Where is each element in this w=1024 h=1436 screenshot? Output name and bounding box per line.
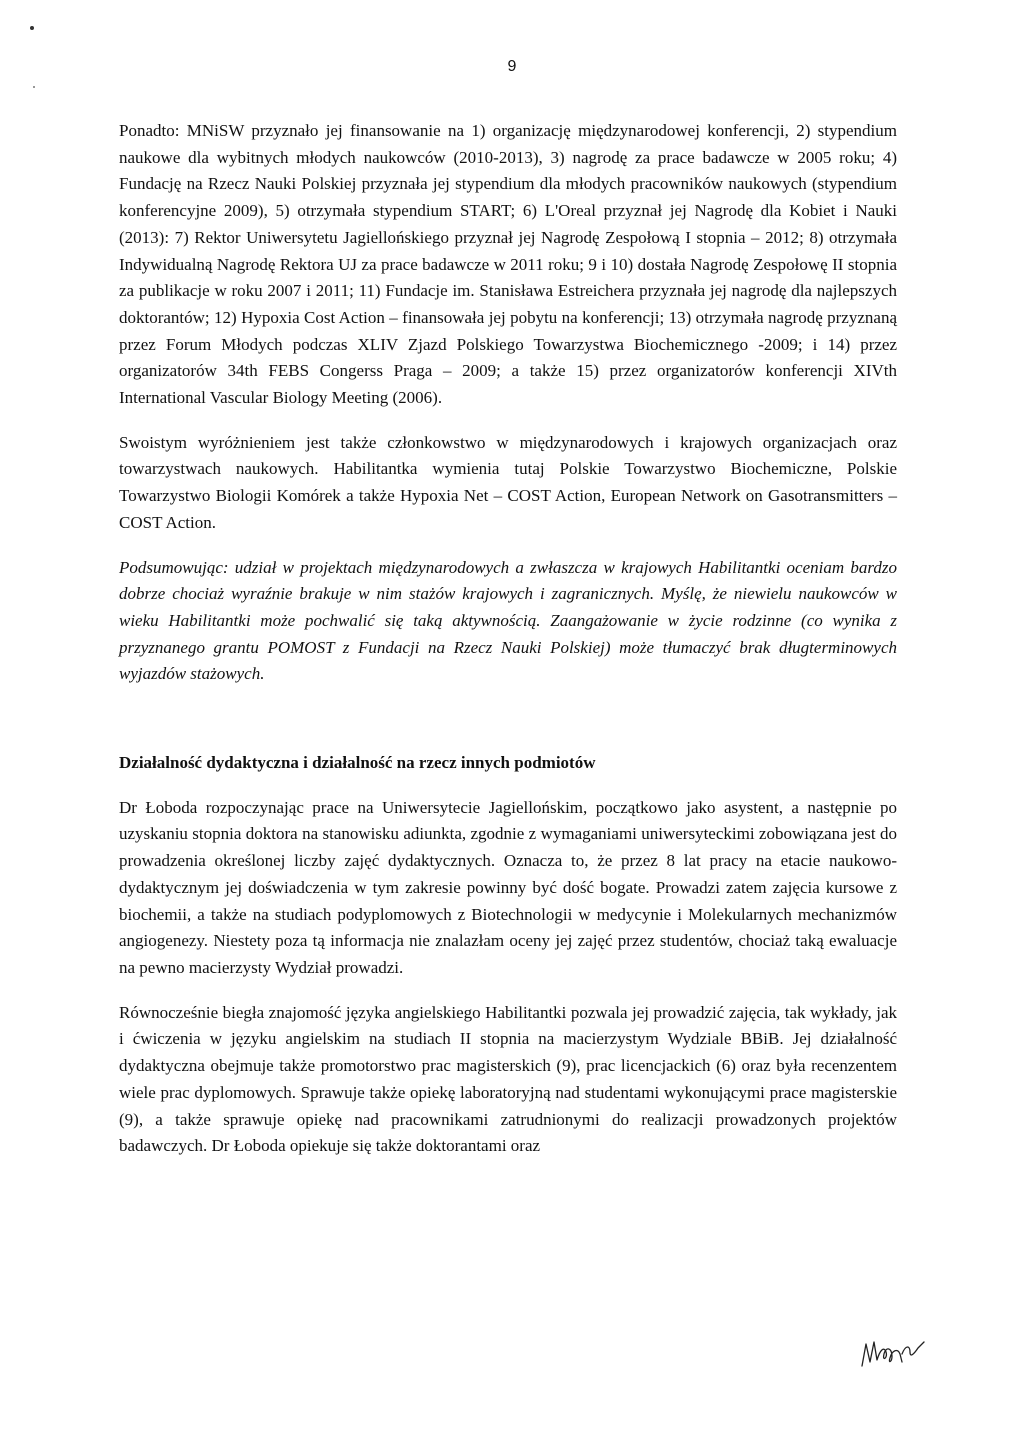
document-body	[119, 118, 897, 1160]
page-number: 9	[507, 58, 517, 75]
paragraph-gap	[119, 537, 897, 555]
paragraph-teaching: Dr Łoboda rozpoczynając prace na Uniwersytecie Jagiellońskim, początkowo jako asystent, a następnie po uzyskaniu stopnia doktora na stanowisku adiunkta, zgodnie z wymaganiami uniwersyteckimi zobowiązana jest do prowadzenia określonej liczby zajęć dydaktycznych. Oznacza to, że przez 8 lat pracy na etacie naukowo-dydaktycznym jej doświadczenia w tym zakresie powinny być dość bogate. Prowadzi zatem zajęcia kursowe z biochemii, a także na studiach podyplomowych z Biotechnologii w medycynie i Molekularnych mechanizmów angiogenezy. Niestety poza tą informacja nie znalazłam oceny jej zajęć przez studentów, chociaż taką ewaluacje na pewno macierzysty Wydział prowadzi.	[119, 797, 897, 977]
scan-artifact-dot-small	[33, 86, 35, 88]
paragraph-memberships: Swoistym wyróżnieniem jest także członkowstwo w międzynarodowych i krajowych organizacjach oraz towarzystwach naukowych. Habilitantka wymienia tutaj Polskie Towarzystwo Biochemiczne, Polskie Towarzystwo Biologii Komórek a także Hypoxia Net – COST Action, European Network on Gasotransmitters – COST Action.	[119, 432, 897, 532]
handwritten-signature-icon	[858, 1336, 928, 1370]
paragraph-summary: Podsumowując: udział w projektach międzynarodowych a zwłaszcza w krajowych Habilitantki oceniam bardzo dobrze chociaż wyraźnie brakuje w nim stażów krajowych i zagranicznych. Myślę, że niewielu naukowców w wieku Habilitantki może pochwalić się taką aktywnością. Zaangażowanie w życie rodzinne (co wynika z przyznanego grantu POMOST z Fundacji na Rzecz Nauki Polskiej) może tłumaczyć brak długterminowych wyjazdów stażowych.	[119, 557, 897, 684]
section-heading: Działalność dydaktyczna i działalność na rzecz innych podmiotów	[119, 753, 596, 773]
scan-artifact-dot	[30, 26, 34, 30]
paragraph-awards: Ponadto: MNiSW przyznało jej finansowanie na 1) organizację międzynarodowej konferencji, 2) stypendium naukowe dla wybitnych młodych naukowców (2010-2013), 3) nagrodę za prace badawcze w 2005 roku; 4) Fundację na Rzecz Nauki Polskiej przyznała jej stypendium dla młodych pracowników naukowych (stypendium konferencyjne 2009), 5) otrzymała stypendium START; 6) L'Oreal przyznał jej Nagrodę dla Kobiet i Nauki (2013): 7) Rektor Uniwersytetu Jagiellońskiego przyznał jej Nagrodę Zespołową I stopnia – 2012; 8) otrzymała Indywidualną Nagrodę Rektora UJ za prace badawcze w 2011 roku; 9 i 10) dostała Nagrodę Zespołowę II stopnia za publikacje w roku 2007 i 2011; 11) Fundacje im. Stanisława Estreichera przyznała jej nagrodę dla najlepszych doktorantów; 12) Hypoxia Cost Action – finansowała jej pobytu na konferencji; 13) otrzymała nagrodę przyznaną przez Forum Młodych podczas XLIV Zjazd Polskiego Towarzystwa Biochemicznego -2009; i 14) przez organizatorów 34th FEBS Congerss Praga – 2009; a także 15) przez organizatorów konferencji XIVth International Vascular Biology Meeting (2006).	[119, 121, 897, 408]
paragraph-supervision: Równocześnie biegła znajomość języka angielskiego Habilitantki pozwala jej prowadzić zajęcia, tak wykłady, jak i ćwiczenia w języku angielskim na studiach II stopnia na macierzystym Wydziale BBiB. Jej działalność dydaktyczna obejmuje także promotorstwo prac magisterskich (9), prac licencjackich (6) oraz była recenzentem wiele prac dyplomowych. Sprawuje także opiekę laboratoryjną nad studentami wykonującymi prace magisterskie (9), a także sprawuje opiekę nad pracownikami zatrudnionymi do realizacji prowadzonych projektów badawczych. Dr Łoboda opiekuje się także doktorantami oraz	[119, 1002, 897, 1156]
paragraph-gap	[119, 777, 897, 795]
paragraph-gap	[119, 412, 897, 430]
section-gap	[119, 688, 897, 750]
paragraph-gap	[119, 982, 897, 1000]
